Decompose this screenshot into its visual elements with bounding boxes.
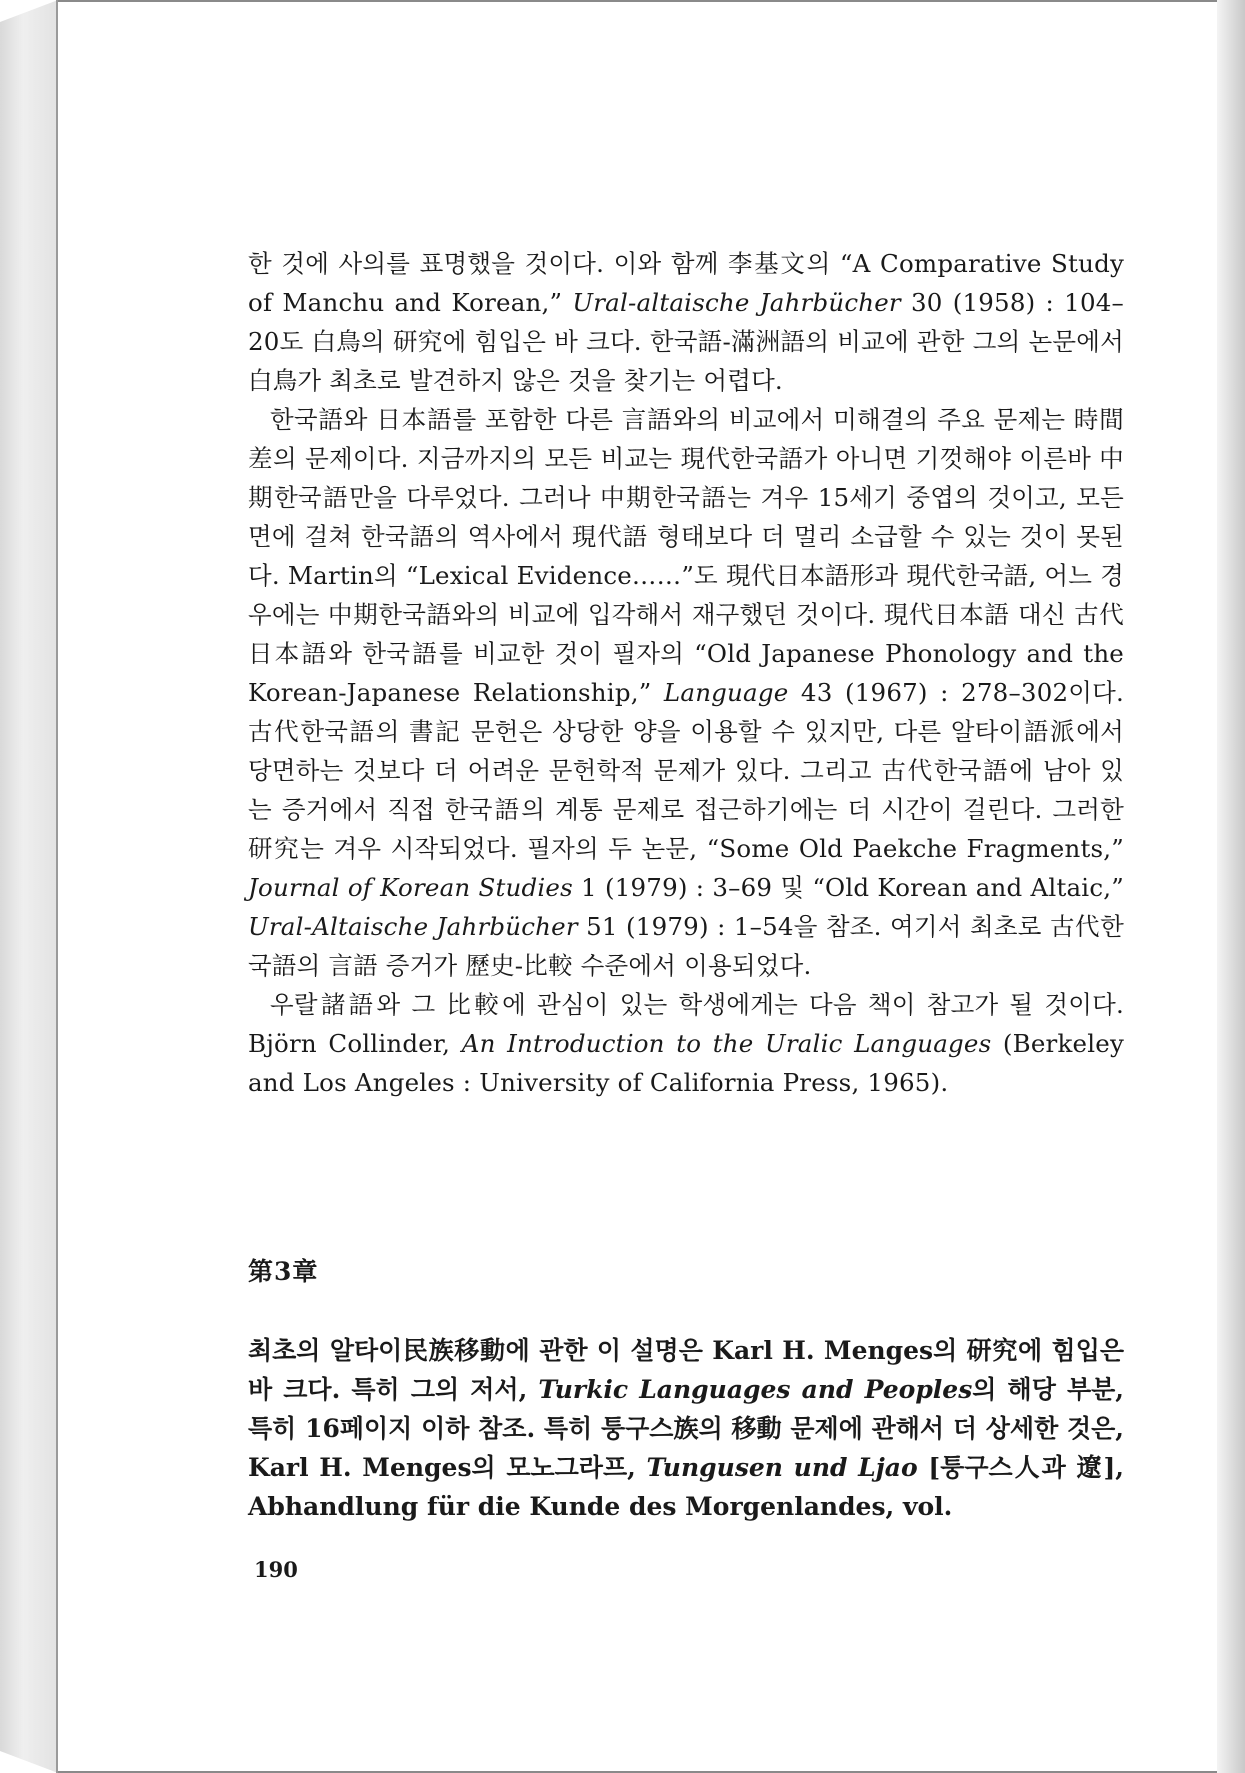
note-paragraph-4: 최초의 알타이民族移動에 관한 이 설명은 Karl H. Menges의 研究에 힘입은 바 크다. 특히 그의 저서, Turkic Languages and Peoples의 해당 부분, 특히 16페이지 이하 참조. 특히 퉁구스族의 移動 문제에 관해서 더 상세한 것은, Karl H. Menges의 모노그라프, Tungusen und Ljao [퉁구스人과 遼], Abhandlung für die Kunde des Morgenlandes, vol. — [248, 1336, 1124, 1521]
notes-section-chapter-2 — [248, 244, 1124, 1102]
note-paragraph-3: 우랄諸語와 그 比較에 관심이 있는 학생에게는 다음 책이 참고가 될 것이다. Björn Collinder, An Introduction to the Uralic Languages (Berkeley and Los Angeles : University of California Press, 1965). — [248, 990, 1124, 1097]
page-edge-shadow — [1217, 0, 1245, 1773]
chapter-heading: 第3章 — [248, 1257, 319, 1286]
page-number: 190 — [254, 1557, 298, 1582]
book-spine — [0, 0, 58, 1773]
note-paragraph-1: 한 것에 사의를 표명했을 것이다. 이와 함께 李基文의 “A Comparative Study of Manchu and Korean,” Ural-altaische Jahrbücher 30 (1958) : 104–20도 白鳥의 研究에 힘입은 바 크다. 한국語-滿洲語의 비교에 관한 그의 논문에서 白鳥가 최초로 발견하지 않은 것을 찾기는 어렵다. — [248, 249, 1124, 395]
notes-section-chapter-3 — [248, 1331, 1124, 1526]
note-paragraph-2: 한국語와 日本語를 포함한 다른 言語와의 비교에서 미해결의 주요 문제는 時間差의 문제이다. 지금까지의 모든 비교는 現代한국語가 아니면 기껏해야 이른바 中期한국語만을 다루었다. 그러나 中期한국語는 겨우 15세기 중엽의 것이고, 모든 면에 걸쳐 한국語의 역사에서 現代語 형태보다 더 멀리 소급할 수 있는 것이 못된다. Martin의 “Lexical Evidence……”도 現代日本語形과 現代한국語, 어느 경우에는 中期한국語와의 비교에 입각해서 재구했던 것이다. 現代日本語 대신 古代日本語와 한국語를 비교한 것이 필자의 “Old Japanese Phonology and the Korean-Japanese Relationship,” Language 43 (1967) : 278–302이다. 古代한국語의 書記 문헌은 상당한 양을 이용할 수 있지만, 다른 알타이語派에서 당면하는 것보다 더 어려운 문헌학적 문제가 있다. 그리고 古代한국語에 남아 있는 증거에서 직접 한국語의 계통 문제로 접근하기에는 더 시간이 걸린다. 그러한 研究는 겨우 시작되었다. 필자의 두 논문, “Some Old Paekche Fragments,” Journal of Korean Studies 1 (1979) : 3–69 및 “Old Korean and Altaic,” Ural-Altaische Jahrbücher 51 (1979) : 1–54을 참조. 여기서 최초로 古代한국語의 言語 증거가 歷史-比較 수준에서 이용되었다. — [248, 405, 1125, 980]
